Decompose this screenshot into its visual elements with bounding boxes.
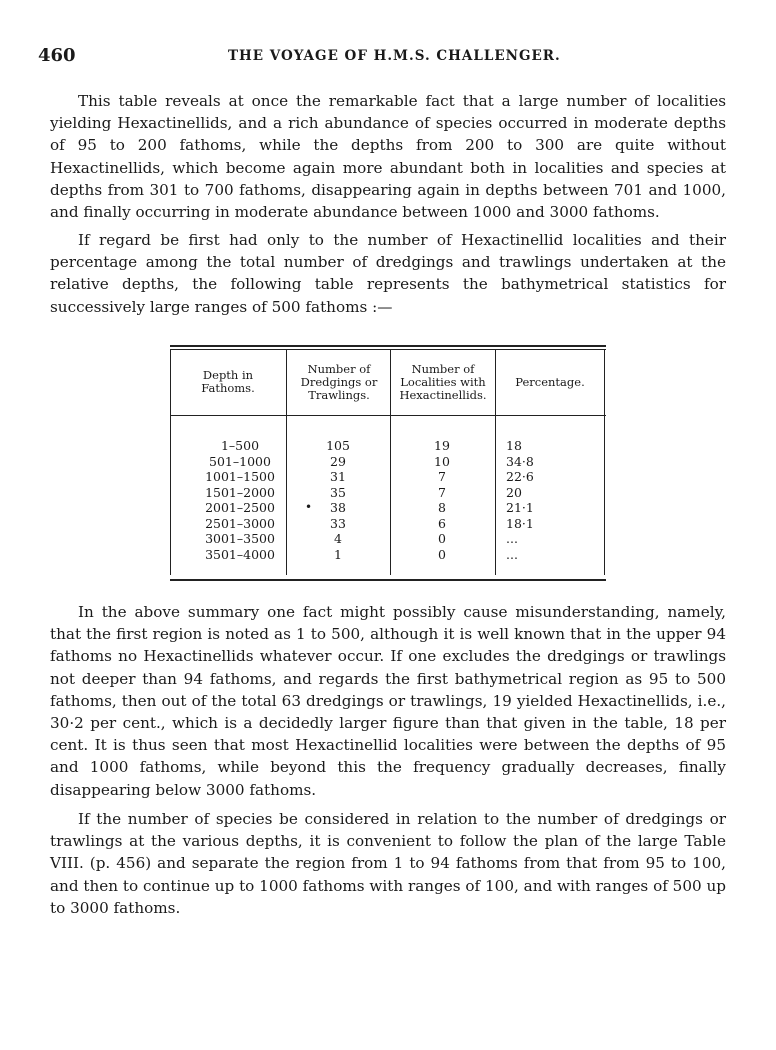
cell-localities: 19 (434, 438, 450, 453)
cell-dredgings: 4 (334, 531, 342, 546)
paragraph-4: If the number of species be considered in relation to the number of dredgings or trawlings at the various depths, it is convenient to follow the plan of the large Table VIII. (p. 456) and separate the region from 1 to 94 fathoms from that from 95 to 100, and then to continue up to 1000 fathoms with ranges of 100, and with ranges of 500 up to 3000 fathoms. (50, 810, 726, 917)
cell-localities: 6 (438, 515, 446, 531)
page-number: 460 (38, 45, 76, 66)
cell-dredgings: 33 (330, 515, 346, 531)
cell-percentage: 22·6 (506, 469, 534, 484)
cell-depth: 2001–2500 (205, 500, 275, 515)
cell-dredgings: 29 (330, 453, 346, 469)
cell-dredgings: 1 (334, 546, 342, 562)
running-title: THE VOYAGE OF H.M.S. CHALLENGER. (228, 48, 561, 64)
page-header (38, 45, 738, 73)
header-depth: Depth in Fathoms. (201, 368, 255, 395)
table-header-rule (170, 415, 606, 416)
cell-depth: 3501–4000 (205, 546, 275, 562)
cell-depth: 2501–3000 (205, 515, 275, 531)
stray-dot: • (305, 500, 313, 514)
paragraph-2: If regard be first had only to the number of Hexactinellid localities and their percentage among the total number of dredgings and trawlings undertaken at the relative depths, the following table represents the bathymetrical statistics for successively large ranges of 500 fathoms :— (50, 231, 726, 316)
cell-depth: 3001–3500 (205, 531, 275, 546)
cell-percentage: ... (506, 546, 518, 562)
cell-dredgings: 35 (330, 484, 346, 500)
cell-percentage: 34·8 (506, 453, 534, 469)
table-top-rule (170, 349, 606, 350)
cell-dredgings: 31 (330, 469, 346, 484)
column-divider (495, 350, 496, 575)
cell-percentage: 20 (506, 484, 522, 500)
cell-localities: 7 (438, 469, 446, 484)
column-divider (390, 350, 391, 575)
cell-localities: 0 (438, 546, 446, 562)
cell-percentage: ... (506, 531, 518, 546)
cell-dredgings: 38 (330, 500, 346, 515)
cell-localities: 8 (438, 500, 446, 515)
bathymetrical-table (170, 345, 606, 577)
paragraph-3: In the above summary one fact might possibly cause misunderstanding, namely, that the first region is noted as 1 to 500, although it is well known that in the upper 94 fathoms no Hexactinellids whatever occur. If one excludes the dredgings or trawlings not deeper than 94 fathoms, and regards the first bathymetrical region as 95 to 500 fathoms, then out of the total 63 dredgings or trawlings, 19 yielded Hexactinellids, i.e., 30·2 per cent., which is a decidedly larger figure than that given in the table, 18 per cent. It is thus seen that most Hexactinellid localities were between the depths of 95 and 1000 fathoms, while beyond this the frequency gradually decreases, finally disappearing below 3000 fathoms. (50, 603, 726, 799)
table-right-border (604, 350, 605, 575)
table-left-border (170, 350, 171, 575)
cell-localities: 0 (438, 531, 446, 546)
cell-depth: 1–500 (220, 438, 260, 453)
cell-depth: 1001–1500 (205, 469, 275, 484)
cell-dredgings: 105 (326, 438, 350, 453)
cell-localities: 7 (438, 484, 446, 500)
cell-percentage: 21·1 (506, 500, 534, 515)
header-localities: Number of Localities with Hexactinellids. (399, 362, 487, 402)
header-dredgings: Number of Dredgings or Trawlings. (300, 362, 378, 402)
cell-depth: 1501–2000 (205, 484, 275, 500)
cell-localities: 10 (434, 453, 450, 469)
header-percentage: Percentage. (515, 375, 585, 389)
paragraph-1: This table reveals at once the remarkable fact that a large number of localities yielding Hexactinellids, and a rich abundance of species occurred in moderate depths of 95 to 200 fathoms, while the depths from 200 to 300 are quite without Hexactinellids, which become again more abundant both in localities and species at depths from 301 to 700 fathoms, disappearing again in depths between 701 and 1000, and finally occurring in moderate abundance between 1000 and 3000 fathoms. (50, 92, 726, 222)
cell-depth: 501–1000 (209, 453, 271, 469)
cell-percentage: 18·1 (506, 515, 534, 531)
cell-percentage: 18 (506, 438, 522, 453)
